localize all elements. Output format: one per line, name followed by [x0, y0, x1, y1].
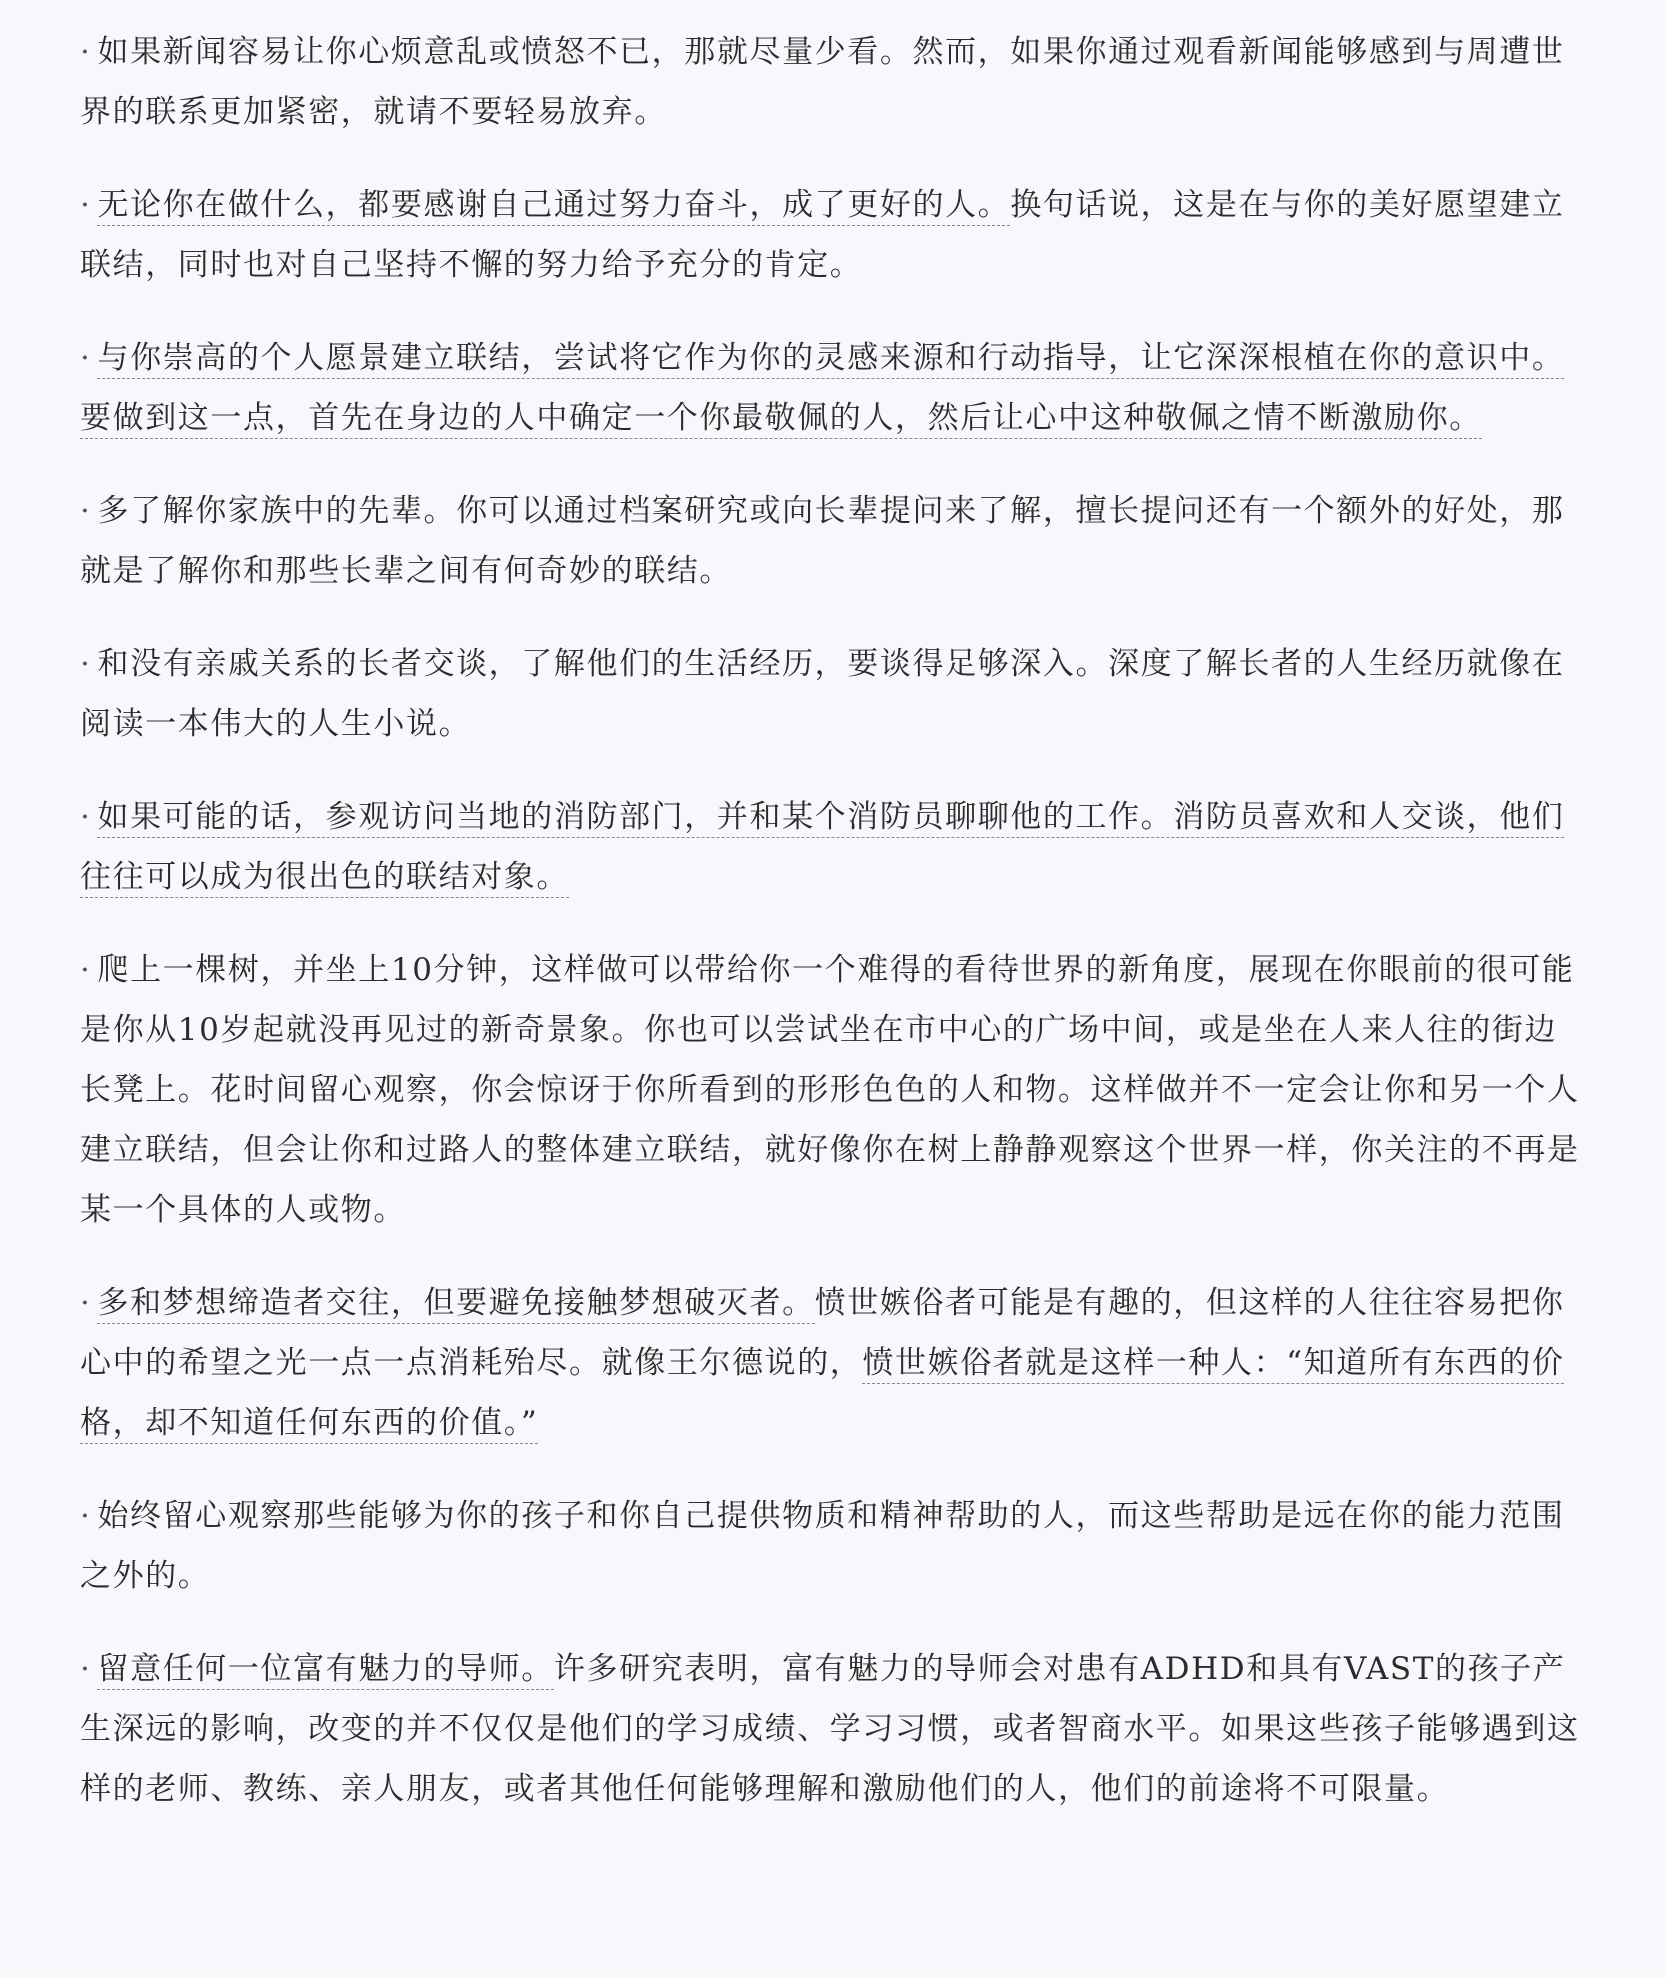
bullet-marker: · — [80, 34, 92, 70]
bullet-marker: · — [80, 1285, 92, 1321]
bullet-marker: · — [80, 952, 92, 988]
underlined-highlight[interactable]: 无论你在做什么，都要感谢自己通过努力奋斗，成了更好的人。 — [97, 187, 1010, 226]
underlined-highlight[interactable]: 多和梦想缔造者交往，但要避免接触梦想破灭者。 — [97, 1285, 814, 1324]
bullet-marker: · — [80, 646, 92, 682]
bullet-marker: · — [80, 799, 92, 835]
paragraph-text: 多了解你家族中的先辈。你可以通过档案研究或向长辈提问来了解，擅长提问还有一个额外的好处，那就是了解你和那些长辈之间有何奇妙的联结。 — [80, 493, 1565, 589]
paragraph-10 — [80, 1639, 1586, 1819]
paragraph-5 — [80, 634, 1586, 754]
bullet-marker: · — [80, 493, 92, 529]
paragraph-text: 如果新闻容易让你心烦意乱或愤怒不已，那就尽量少看。然而，如果你通过观看新闻能够感到与周遭世界的联系更加紧密，就请不要轻易放弃。 — [80, 34, 1565, 130]
paragraph-text: 和没有亲戚关系的长者交谈，了解他们的生活经历，要谈得足够深入。深度了解长者的人生经历就像在阅读一本伟大的人生小说。 — [80, 646, 1565, 742]
paragraph-8 — [80, 1273, 1586, 1453]
underlined-highlight[interactable]: 愤世嫉俗者就是这样一种人：“知道所有东西的价格，却不知道任何东西的价值。” — [80, 1345, 1564, 1444]
document-page — [80, 22, 1586, 1852]
bullet-marker: · — [80, 187, 92, 223]
underlined-highlight[interactable]: 与你崇高的个人愿景建立联结，尝试将它作为你的灵感来源和行动指导，让它深深根植在你的意识中。要做到这一点，首先在身边的人中确定一个你最敬佩的人，然后让心中这种敬佩之情不断激励你。 — [80, 340, 1564, 439]
paragraph-6 — [80, 787, 1586, 907]
bullet-marker: · — [80, 1651, 92, 1687]
bullet-marker: · — [80, 340, 92, 376]
underlined-highlight[interactable]: 留意任何一位富有魅力的导师。 — [97, 1651, 553, 1690]
paragraph-text: 始终留心观察那些能够为你的孩子和你自己提供物质和精神帮助的人，而这些帮助是远在你的能力范围之外的。 — [80, 1498, 1565, 1594]
paragraph-text: 爬上一棵树，并坐上10分钟，这样做可以带给你一个难得的看待世界的新角度，展现在你眼前的很可能是你从10岁起就没再见过的新奇景象。你也可以尝试坐在市中心的广场中间，或是坐在人来人往的街边长凳上。花时间留心观察，你会惊讶于你所看到的形形色色的人和物。这样做并不一定会让你和另一个人建立联结，但会让你和过路人的整体建立联结，就好像你在树上静静观察这个世界一样，你关注的不再是某一个具体的人或物。 — [80, 952, 1580, 1228]
paragraph-2 — [80, 175, 1586, 295]
bullet-marker: · — [80, 1498, 92, 1534]
paragraph-7 — [80, 940, 1586, 1240]
underlined-highlight[interactable]: 如果可能的话，参观访问当地的消防部门，并和某个消防员聊聊他的工作。消防员喜欢和人交谈，他们往往可以成为很出色的联结对象。 — [80, 799, 1564, 898]
paragraph-text: 许多研究表明，富有魅力的导师会对患有ADHD和具有VAST的孩子产生深远的影响，改变的并不仅仅是他们的学习成绩、学习习惯，或者智商水平。如果这些孩子能够遇到这样的老师、教练、亲人朋友，或者其他任何能够理解和激励他们的人，他们的前途将不可限量。 — [80, 1651, 1580, 1807]
paragraph-3 — [80, 328, 1586, 448]
paragraph-text: 愤世嫉俗者可能是有趣的，但这样的人往往容易把你心中的希望之光一点一点消耗殆尽。就像王尔德说的， — [80, 1285, 1565, 1381]
paragraph-1 — [80, 22, 1586, 142]
paragraph-text: 换句话说，这是在与你的美好愿望建立联结，同时也对自己坚持不懈的努力给予充分的肯定。 — [80, 187, 1565, 283]
paragraph-9 — [80, 1486, 1586, 1606]
paragraph-4 — [80, 481, 1586, 601]
